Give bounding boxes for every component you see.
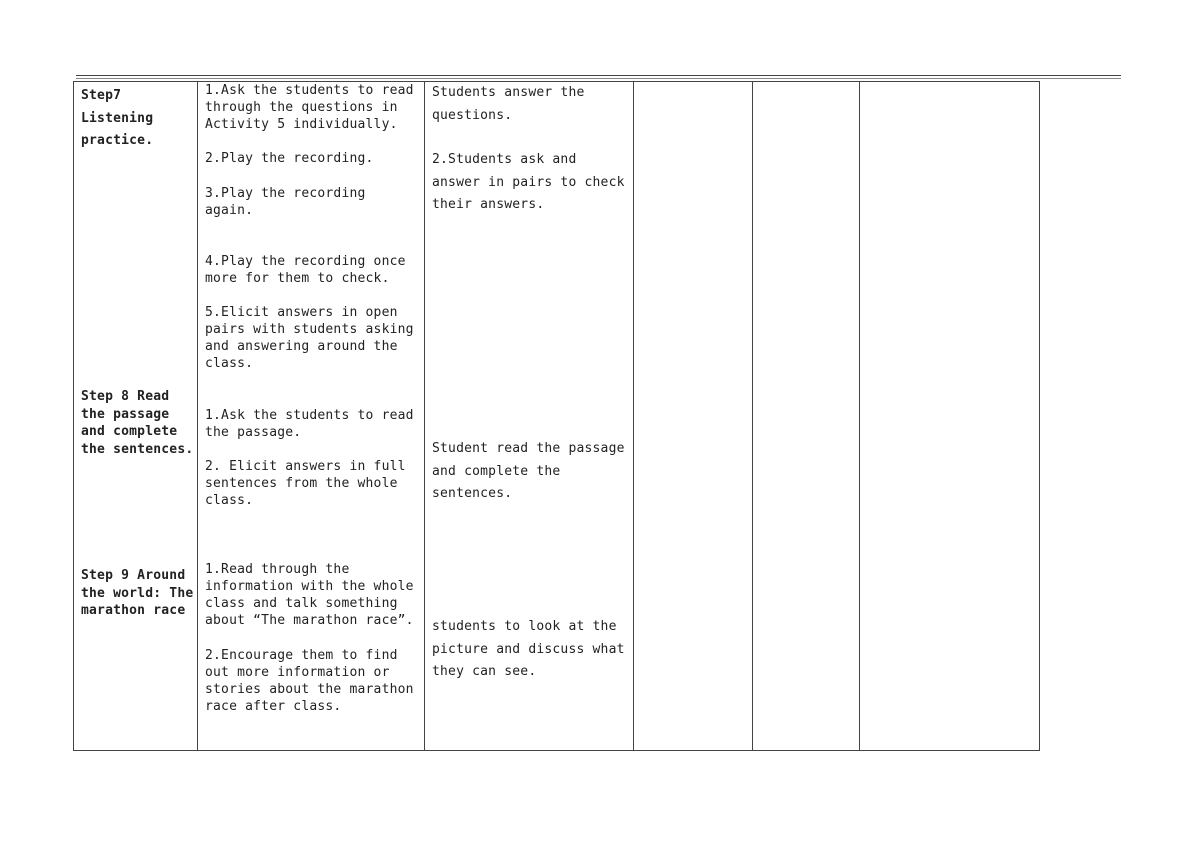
header-rule xyxy=(76,75,1121,76)
step7-teacher-item-4: 4.Play the recording once more for them to check. xyxy=(205,254,406,286)
step7-teacher-item-2: 2.Play the recording. xyxy=(205,151,374,166)
column-divider-5 xyxy=(859,81,860,751)
step9-teacher-item-2: 2.Encourage them to find out more information or stories about the marathon race after class. xyxy=(205,648,414,714)
column-divider-2 xyxy=(424,81,425,751)
step8-title: Step 8 Read the passage and complete the sentences. xyxy=(81,389,194,457)
step7-student-item-1: Students answer the questions. xyxy=(432,85,585,123)
step7-teacher-item-1: 1.Ask the students to read through the questions in Activity 5 individually. xyxy=(205,83,414,132)
step9-title: Step 9 Around the world: The marathon race xyxy=(81,568,194,618)
column-divider-4 xyxy=(752,81,753,751)
step8-teacher-item-1: 1.Ask the students to read the passage. xyxy=(205,408,414,440)
column-divider-3 xyxy=(633,81,634,751)
step8-student-item-1: Student read the passage and complete the sentences. xyxy=(432,441,625,501)
step7-teacher-item-5: 5.Elicit answers in open pairs with students asking and answering around the class. xyxy=(205,305,414,371)
step8-teacher-item-2: 2. Elicit answers in full sentences from the whole class. xyxy=(205,459,406,508)
header-rule-secondary xyxy=(76,78,1121,79)
step7-teacher-item-3: 3.Play the recording again. xyxy=(205,186,366,218)
column-divider-1 xyxy=(197,81,198,751)
step7-title: Step7 Listening practice. xyxy=(81,88,154,148)
step7-student-item-2: 2.Students ask and answer in pairs to check their answers. xyxy=(432,152,625,212)
step9-student-item-1: students to look at the picture and discuss what they can see. xyxy=(432,619,625,679)
step9-teacher-item-1: 1.Read through the information with the whole class and talk something about “The marathon race”. xyxy=(205,562,414,628)
